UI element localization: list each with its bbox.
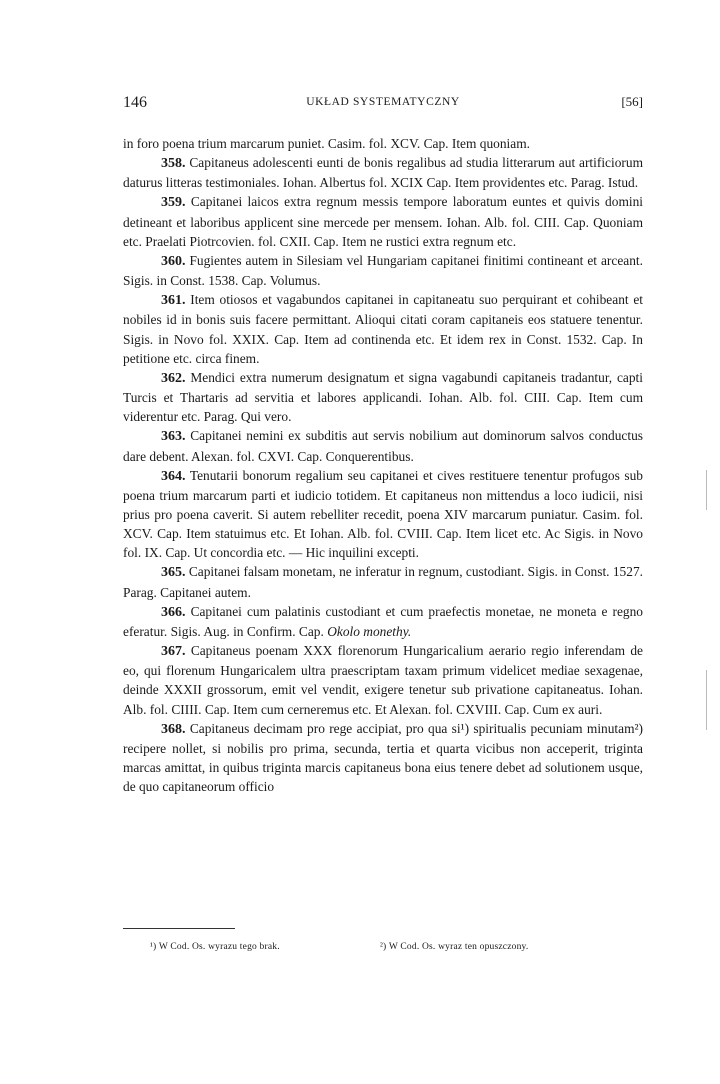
section-reference: [56] <box>621 94 643 109</box>
paragraph-360 <box>123 251 643 290</box>
paragraph-361 <box>123 290 643 368</box>
section-number: 366. <box>161 604 186 620</box>
paragraph-363 <box>123 426 643 465</box>
page-body <box>123 134 643 796</box>
paragraph-text: Mendici extra numerum designatum et signa vagabundi capitaneis tradantur, capti Turcis et Thartaris ad servitia et labores applicandi. Iohan. Alb. fol. CIII. Cap. Item cum viderentur etc. Parag. Qui vero. <box>123 369 643 425</box>
paragraph-367 <box>123 641 643 719</box>
paragraph-366 <box>123 602 643 641</box>
italic-title: Okolo monethy. <box>327 623 412 639</box>
section-number: 361. <box>161 293 186 309</box>
section-number: 360. <box>161 253 186 269</box>
paragraph-362 <box>123 368 643 426</box>
paragraph-text: Item otiosos et vagabundos capitanei in capitaneatu suo perquirant et cohibeant et nobiles id in bonis suis facere permittant. Alioqui citati coram capitaneis eos statuere tenentur. Sigis. in Novo fol. XXIX. Cap. Item ad continenda etc. Et idem rex in Const. 1532. Cap. In petitione etc. circa finem. <box>123 292 643 366</box>
paragraph-364 <box>123 466 643 563</box>
scan-edge-mark <box>706 470 707 510</box>
section-number: 365. <box>161 565 186 581</box>
section-number: 368. <box>161 721 186 737</box>
paragraph-text: Capitanei nemini ex subditis aut servis nobilium aut dominorum salvos conductus dare debent. Alexan. fol. CXVI. Cap. Conquerentibus. <box>123 428 643 464</box>
paragraph-text: Capitaneus adolescenti eunti de bonis regalibus ad studia litterarum aut artificiorum daturus litteras testimoniales. Iohan. Albertus fol. XCIX Cap. Item providentes etc. Parag. Istud. <box>123 155 643 191</box>
paragraph-continued <box>123 134 643 153</box>
paragraph-text: Fugientes autem in Silesiam vel Hungariam capitanei finitimi contineant et arceant. Sigis. in Const. 1538. Cap. Volumus. <box>123 252 643 289</box>
paragraph-text: Capitanei laicos extra regnum messis tempore laboratum euntes et quivis domini detineant et laboribus applicent sine mercede per mensem. Iohan. Alb. fol. CIII. Cap. Quoniam etc. Praelati Piotrcovien. fol. CXII. Cap. Item ne rustici extra regnum etc. <box>123 194 643 249</box>
section-number: 359. <box>161 195 186 211</box>
running-title: UKŁAD SYSTEMATYCZNY <box>306 96 460 108</box>
section-number: 364. <box>161 468 186 484</box>
section-number: 358. <box>161 156 186 172</box>
paragraph-text: Tenutarii bonorum regalium seu capitanei et cives restituere tenentur profugos sub poena trium marcarum parti et iudicio totidem. Et capitaneus non mittendus a loco iudicii, nisi prius pro poena caverit. Si autem rebelliter recedit, poena XIV marcarum puniatur. Casim. fol. XCV. Cap. Item statuimus etc. Et Iohan. Alb. fol. CVIII. Cap. Item licet etc. Ac Sigis. in Novo fol. IX. Cap. Ut concordia etc. — Hic inquilini excepti. <box>123 467 643 561</box>
paragraph-text: Capitaneus decimam pro rege accipiat, pro qua si¹) spiritualis pecuniam minutam²) recipere nollet, si nobilis pro prima, secunda, tertia et quarta vicibus non acceperit, triginta marcas amittat, in quibus triginta marcis capitaneus bona eius tenere debet ad solutionem usque, de quo capitaneorum officio <box>123 720 643 795</box>
section-number: 367. <box>161 644 186 660</box>
paragraph-359 <box>123 192 643 250</box>
footnote-2: ²) W Cod. Os. wyraz ten opuszczony. <box>380 942 529 952</box>
paragraph-text: Capitaneus poenam XXX florenorum Hungaricalium aerario regio inferendam de eo, qui florenum Hungaricalem ultra praescriptam taxam primum videlicet mediae sexagenae, deinde XXXII grossorum, emit vel vendit, exigere tenetur sub privatione capitaneatus. Iohan. Alb. fol. CIIII. Cap. Item cum cerneremus etc. Et Alexan. fol. CXVIII. Cap. Cum ex auri. <box>123 643 643 717</box>
scan-edge-mark <box>706 670 707 730</box>
paragraph-358 <box>123 153 643 192</box>
footnote-divider <box>123 928 235 929</box>
paragraph-368 <box>123 719 643 797</box>
footnote-1: ¹) W Cod. Os. wyrazu tego brak. <box>150 942 280 952</box>
running-header <box>123 92 643 114</box>
section-number: 363. <box>161 429 186 445</box>
page-number: 146 <box>123 94 147 111</box>
paragraph-text: Capitanei falsam monetam, ne inferatur in regnum, custodiant. Sigis. in Const. 1527. Parag. Capitanei autem. <box>123 564 643 600</box>
section-number: 362. <box>161 370 186 386</box>
paragraph-text: in foro poena trium marcarum puniet. Casim. fol. XCV. Cap. Item quoniam. <box>123 136 530 151</box>
paragraph-365 <box>123 562 643 601</box>
paragraph-text: Capitanei cum palatinis custodiant et cum praefectis monetae, ne moneta e regno eferatur. Sigis. Aug. in Confirm. Cap. <box>123 603 643 639</box>
